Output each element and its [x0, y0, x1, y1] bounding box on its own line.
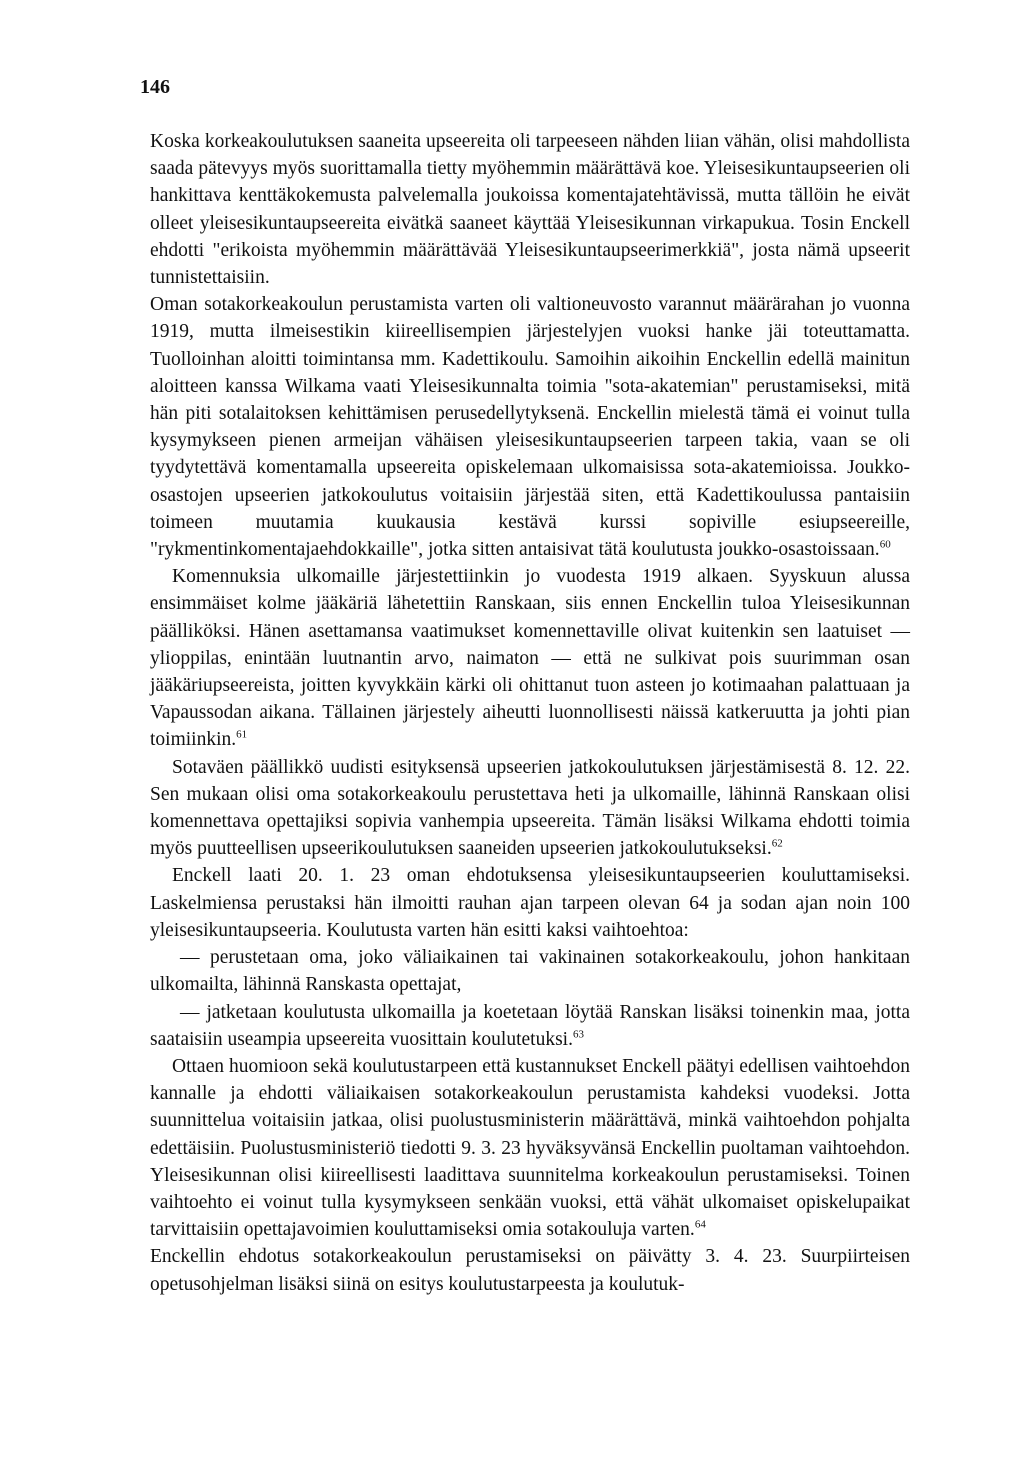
- paragraph-text: Oman sotakorkeakoulun perustamista varten oli valtioneuvosto varannut määrärahan jo vuonna 1919, mutta ilmeisestikin kiireellisempien järjestelyjen vuoksi hanke jäi toteuttamatta. Tuolloinhan aloitti toimintansa mm. Kadettikoulu. Samoihin aikoihin Enckellin edellä mainitun aloitteen kanssa Wilkama vaati Yleisesikunnalta toimia "sota-akatemian" perustamiseksi, mitä hän piti sotalaitoksen kehittämisen perusedellytyksenä. Enckellin mielestä tämä ei voinut tulla kysymykseen pienen armeijan vähäisen yleisesikuntaupseerien tarpeen takia, vaan se oli tyydytettävä komentamalla upseereita opiskelemaan ulkomaisissa sota-akatemioissa. Joukko-osastojen upseerien jatkokoulutus voitaisiin järjestää siten, että Kadettikoulussa pantaisiin toimeen muutamia kuukausia kestävä kurssi sopiville esiupseereille, "rykmentinkomentajaehdokkaille", jotka sitten antaisivat tätä koulutusta joukko-osastoissaan.: [150, 294, 910, 561]
- paragraph: [150, 1243, 910, 1297]
- paragraph: [150, 754, 910, 863]
- list-item-text: — jatketaan koulutusta ulkomailla ja koetetaan löytää Ranskan lisäksi toinenkin maa, jotta saataisiin useampia upseereita vuosittain koulutetuksi.: [150, 1001, 910, 1050]
- list-item: [150, 999, 910, 1053]
- footnote-ref: 63: [572, 1028, 584, 1041]
- list-item: [150, 944, 910, 998]
- paragraph-text: Sotaväen päällikkö uudisti esityksensä upseerien jatkokoulutuksen järjestämisestä 8. 12. 22. Sen mukaan olisi oma sotakorkeakoulu perustettava heti ja ulkomaille, lähinnä Ranskaan olisi komennettava opettajiksi sopivia vanhempia upseereita. Tämän lisäksi Wilkama ehdotti toimia myös puutteellisen upseerikoulutuksen saaneiden upseerien jatkokoulutukseksi.: [150, 756, 910, 860]
- paragraph: [150, 1053, 910, 1243]
- footnote-ref: 62: [771, 837, 783, 850]
- paragraph-text: Enckell laati 20. 1. 23 oman ehdotuksensa yleisesikuntaupseerien kouluttamiseksi. Laskelmiensa perustaksi hän ilmoitti rauhan ajan tarpeen olevan 64 ja sodan ajan noin 100 yleisesikuntaupseeria. Koulutusta varten hän esitti kaksi vaihtoehtoa:: [150, 865, 910, 941]
- footnote-ref: 61: [236, 728, 248, 741]
- paragraph: [150, 291, 910, 563]
- paragraph: [150, 128, 910, 291]
- paragraph: [150, 862, 910, 944]
- list-item-text: — perustetaan oma, joko väliaikainen tai vakinainen sotakorkeakoulu, johon hankitaan ulkomailta, lähinnä Ranskasta opettajat,: [150, 947, 910, 996]
- paragraph-text: Enckellin ehdotus sotakorkeakoulun perustamiseksi on päivätty 3. 4. 23. Suurpiirteisen opetusohjelman lisäksi siinä on esitys koulutustarpeesta ja koulutuk-: [150, 1246, 910, 1295]
- paragraph: [150, 563, 910, 753]
- body-text: [150, 128, 910, 1298]
- paragraph-text: Komennuksia ulkomaille järjestettiinkin jo vuodesta 1919 alkaen. Syyskuun alussa ensimmäiset kolme jääkäriä lähetettiin Ranskaan, siis ennen Enckellin tuloa Yleisesikunnan päälliköksi. Hänen asettamansa vaatimukset komennettaville olivat kuitenkin sen laatuiset — ylioppilas, enintään luutnantin arvo, naimaton — että ne sulkivat pois suurimman osan jääkäriupseereista, joitten kyvykkäin kärki oli ohittanut tuon asteen jo kotimaahan palattuaan ja Vapaussodan aikana. Tällainen järjestely aiheutti luonnollisesti näissä katkeruutta ja johti pian toimiinkin.: [150, 566, 910, 751]
- page-number: 146: [140, 76, 170, 98]
- footnote-ref: 64: [694, 1218, 706, 1231]
- footnote-ref: 60: [879, 538, 891, 551]
- paragraph-text: Koska korkeakoulutuksen saaneita upseereita oli tarpeeseen nähden liian vähän, olisi mahdollista saada pätevyys myös suorittamalla tietty myöhemmin määrättävä koe. Yleisesikuntaupseerien oli hankittava kenttäkokemusta palvelemalla joukoissa komentajatehtävissä, mutta tällöin he eivät olleet yleisesikuntaupseereita eivätkä saaneet käyttää Yleisesikunnan virkapukua. Tosin Enckell ehdotti "erikoista myöhemmin määrättävää Yleisesikuntaupseerimerkkiä", josta nämä upseerit tunnistettaisiin.: [150, 131, 910, 289]
- paragraph-text: Ottaen huomioon sekä koulutustarpeen että kustannukset Enckell päätyi edellisen vaihtoehdon kannalle ja ehdotti väliaikaisen sotakorkeakoulun perustamista kahdeksi vuodeksi. Jotta suunnittelua voitaisiin jatkaa, olisi puolustusministerin määrättävä, minkä vaihtoehdon pohjalta edettäisiin. Puolustusministeriö tiedotti 9. 3. 23 hyväksyvänsä Enckellin puoltaman vaihtoehdon. Yleisesikunnan olisi kiireellisesti laadittava suunnitelma korkeakoulun perustamiseksi. Toinen vaihtoehto ei voinut tulla kysymykseen senkään vuoksi, että vähät ulkomaiset opiskelupaikat tarvittaisiin opettajavoimien kouluttamiseksi omia sotakouluja varten.: [150, 1055, 910, 1241]
